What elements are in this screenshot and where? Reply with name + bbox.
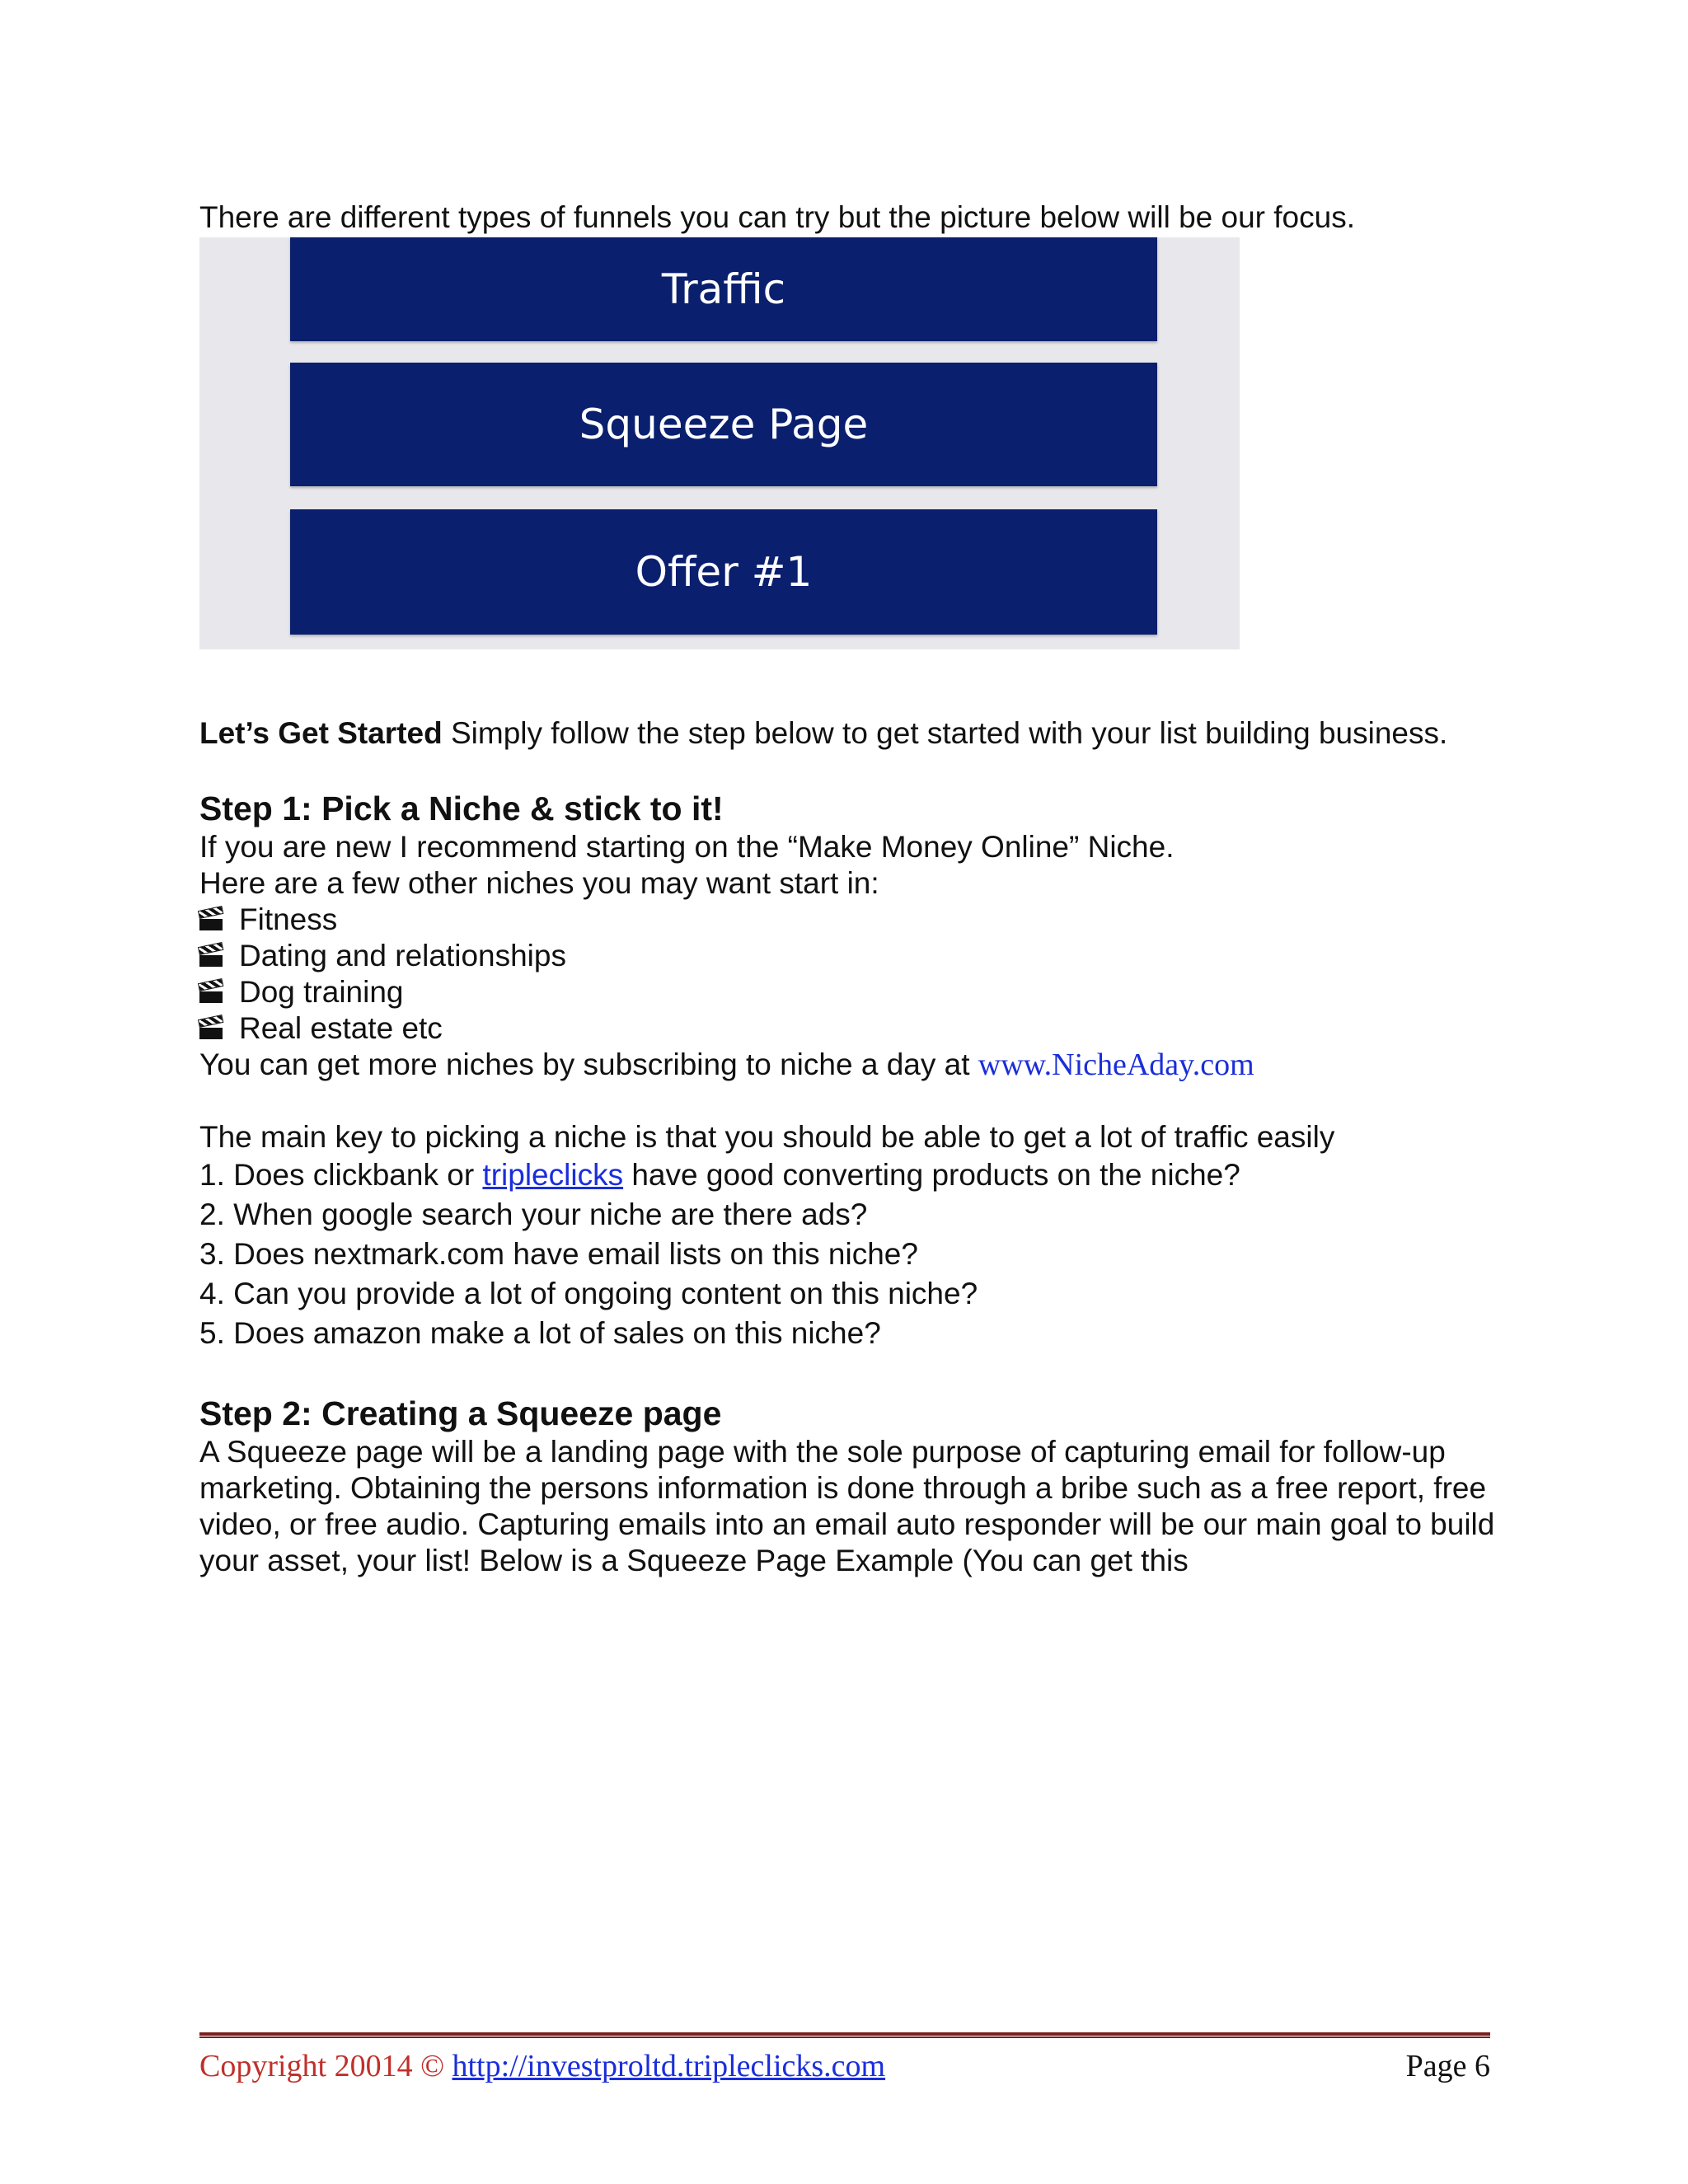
clapperboard-icon — [199, 1018, 223, 1039]
footer-copyright — [199, 2046, 885, 2087]
step1-heading: Step 1: Pick a Niche & stick to it! — [199, 790, 724, 827]
question-1-post: have good converting products on the niche? — [623, 1158, 1240, 1192]
funnel-diagram — [199, 237, 1240, 649]
get-started-text: Simply follow the step below to get started with your list building business. — [442, 716, 1448, 750]
list-item-label: Real estate etc — [239, 1011, 443, 1045]
funnel-box-traffic: Traffic — [290, 237, 1157, 341]
funnel-box-squeeze-page: Squeeze Page — [290, 363, 1157, 486]
question-1 — [199, 1155, 1502, 1195]
intro-text: There are different types of funnels you can try but the picture below will be our focus. — [199, 200, 1355, 234]
list-item — [199, 974, 1502, 1010]
clapperboard-icon — [199, 945, 223, 967]
get-started-paragraph — [199, 715, 1502, 752]
niche-list — [199, 902, 1502, 1047]
page-number: Page 6 — [1405, 2049, 1490, 2083]
question-4: 4. Can you provide a lot of ongoing content on this niche? — [199, 1277, 978, 1310]
more-niches-line — [199, 1047, 1502, 1083]
footer-url-link[interactable]: http://investproltd.tripleclicks.com — [452, 2049, 886, 2083]
list-item — [199, 938, 1502, 974]
page-footer — [199, 2046, 1490, 2087]
question-3: 3. Does nextmark.com have email lists on this niche? — [199, 1237, 918, 1271]
funnel-box-offer: Offer #1 — [290, 509, 1157, 635]
more-niches-text: You can get more niches by subscribing to niche a day at — [199, 1047, 978, 1081]
get-started-label: Let’s Get Started — [199, 716, 443, 750]
page-content — [199, 199, 1502, 1579]
clapperboard-icon — [199, 982, 223, 1003]
question-1-pre: 1. Does clickbank or — [199, 1158, 483, 1192]
nicheaday-link[interactable]: www.NicheAday.com — [978, 1047, 1254, 1082]
question-2: 2. When google search your niche are there ads? — [199, 1197, 868, 1231]
list-item-label: Dog training — [239, 975, 404, 1009]
key-intro: The main key to picking a niche is that you should be able to get a lot of traffic easily — [199, 1120, 1335, 1154]
list-item-label: Fitness — [239, 902, 338, 936]
question-5: 5. Does amazon make a lot of sales on this niche? — [199, 1316, 881, 1350]
step1-line2: Here are a few other niches you may want start in: — [199, 866, 879, 900]
copyright-text: Copyright 20014 © — [199, 2049, 452, 2083]
list-item — [199, 902, 1502, 938]
list-item — [199, 1010, 1502, 1047]
step2-heading: Step 2: Creating a Squeeze page — [199, 1394, 722, 1432]
step2-paragraph: A Squeeze page will be a landing page with the sole purpose of capturing email for follow-up marketing. Obtaining the persons information is done through a bribe such as a free report, free video, or free audio. Capturing emails into an email auto responder will be our main goal to build your asset, your list! Below is a Squeeze Page Example (You can get this — [199, 1435, 1495, 1577]
clapperboard-icon — [199, 909, 223, 930]
tripleclicks-link[interactable]: tripleclicks — [482, 1158, 624, 1192]
list-item-label: Dating and relationships — [239, 939, 566, 972]
footer-divider — [199, 2032, 1490, 2038]
step1-line1: If you are new I recommend starting on the “Make Money Online” Niche. — [199, 830, 1175, 864]
